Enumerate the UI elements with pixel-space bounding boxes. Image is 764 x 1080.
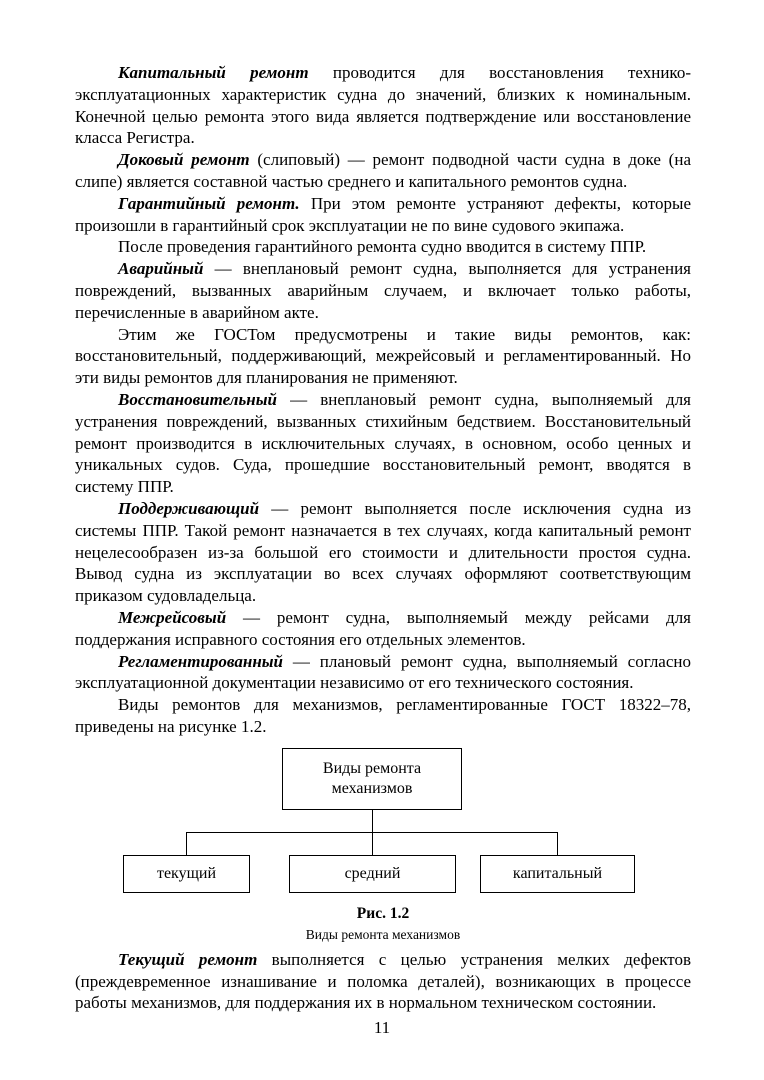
paragraph-text: При этом ремонте устраняют дефекты, которые произошли в гарантийный срок эксплуатации не по вине судового экипажа.	[75, 193, 691, 235]
paragraph	[75, 949, 691, 1014]
paragraph-text: — внеплановый ремонт судна, выполняется для устранения повреждений, вызванных аварийным случаем, и включает только работы, перечисленные в аварийном акте.	[75, 259, 691, 322]
paragraph-lead: Восстановительный	[118, 389, 277, 409]
figure-caption-label: Рис. 1.2	[356, 904, 410, 922]
paragraph-lead: Аварийный	[118, 259, 204, 279]
paragraph-text: — плановый ремонт судна, выполняемый согласно эксплуатационной документации независимо от его технического состояния.	[75, 651, 691, 693]
paragraph	[75, 389, 691, 498]
paragraph	[75, 651, 691, 695]
figure-diagram	[75, 748, 691, 896]
paragraph	[75, 149, 691, 193]
paragraph	[75, 193, 691, 237]
paragraph	[75, 498, 691, 607]
paragraph-text: Виды ремонтов для механизмов, регламентированные ГОСТ 18322–78, приведены на рисунке 1.2.	[75, 695, 691, 736]
paragraph	[75, 236, 691, 258]
paragraph-text: Этим же ГОСТом предусмотрены и такие виды ремонтов, как: восстановительный, поддерживающий, межрейсовый и регламентированный. Но эти виды ремонтов для планирования не применяют.	[75, 324, 691, 388]
paragraph-lead: Капитальный ремонт	[118, 63, 309, 82]
paragraph-lead: Межрейсовый	[118, 607, 227, 627]
paragraph	[75, 258, 691, 323]
paragraph-text: выполняется с целью устранения мелких дефектов (преждевременное изнашивание и поломка деталей), возникающих в процессе работы механизмов, для поддержания их в нормальном техническом состоянии.	[75, 949, 692, 1013]
connector-line	[557, 832, 558, 855]
paragraph	[75, 62, 691, 149]
paragraph	[75, 694, 691, 738]
diagram-root-box: Виды ремонта механизмов	[282, 748, 462, 810]
paragraph-text: (слиповый) — ремонт подводной части судна в доке (на слипе) является составной частью среднего и капитального ремонтов судна.	[75, 150, 691, 191]
paragraph-text: — ремонт выполняется после исключения судна из системы ППР. Такой ремонт назначается в тех случаях, когда капитальный ремонт нецелесообразен из-за большой его стоимости и длительности простоя судна. Вывод судна из эксплуатации во всех случаях оформляют соответствующим приказом судовладельца.	[75, 498, 691, 606]
diagram-child-box: текущий	[123, 855, 250, 893]
paragraph-lead: Регламентированный	[118, 651, 284, 671]
paragraph-lead: Гарантийный ремонт.	[118, 193, 300, 213]
paragraph-text: проводится для восстановления технико-эксплуатационных характеристик судна до значений, близких к номинальным. Конечной целью ремонта этого вида является подтверждение или восстановление класса Регистра.	[75, 63, 691, 148]
figure-caption-text: Виды ремонта механизмов	[305, 926, 461, 942]
diagram-child-box: капитальный	[480, 855, 635, 893]
paragraph-lead: Поддерживающий	[118, 498, 260, 518]
page-number: 11	[373, 1018, 391, 1037]
connector-line	[186, 832, 187, 855]
paragraph-lead: Доковый ремонт	[118, 150, 250, 170]
paragraph-text: — ремонт судна, выполняемый между рейсами для поддержания исправного состояния его отдельных элементов.	[75, 607, 691, 649]
diagram-child-box: средний	[289, 855, 456, 893]
paragraph-lead: Текущий ремонт	[118, 949, 258, 969]
paragraph	[75, 324, 691, 389]
paragraph-text: — внеплановый ремонт судна, выполняемый для устранения повреждений, вызванных стихийным бедствием. Восстановительный ремонт производится в исключительных случаях, в основном, особо ценных и уникальных судов. Суда, прошедшие восстановительный ремонт, вводятся в систему ППР.	[75, 389, 691, 497]
paragraph	[75, 607, 691, 651]
connector-line	[186, 832, 558, 833]
paragraph-text: После проведения гарантийного ремонта судно вводится в систему ППР.	[118, 237, 647, 257]
